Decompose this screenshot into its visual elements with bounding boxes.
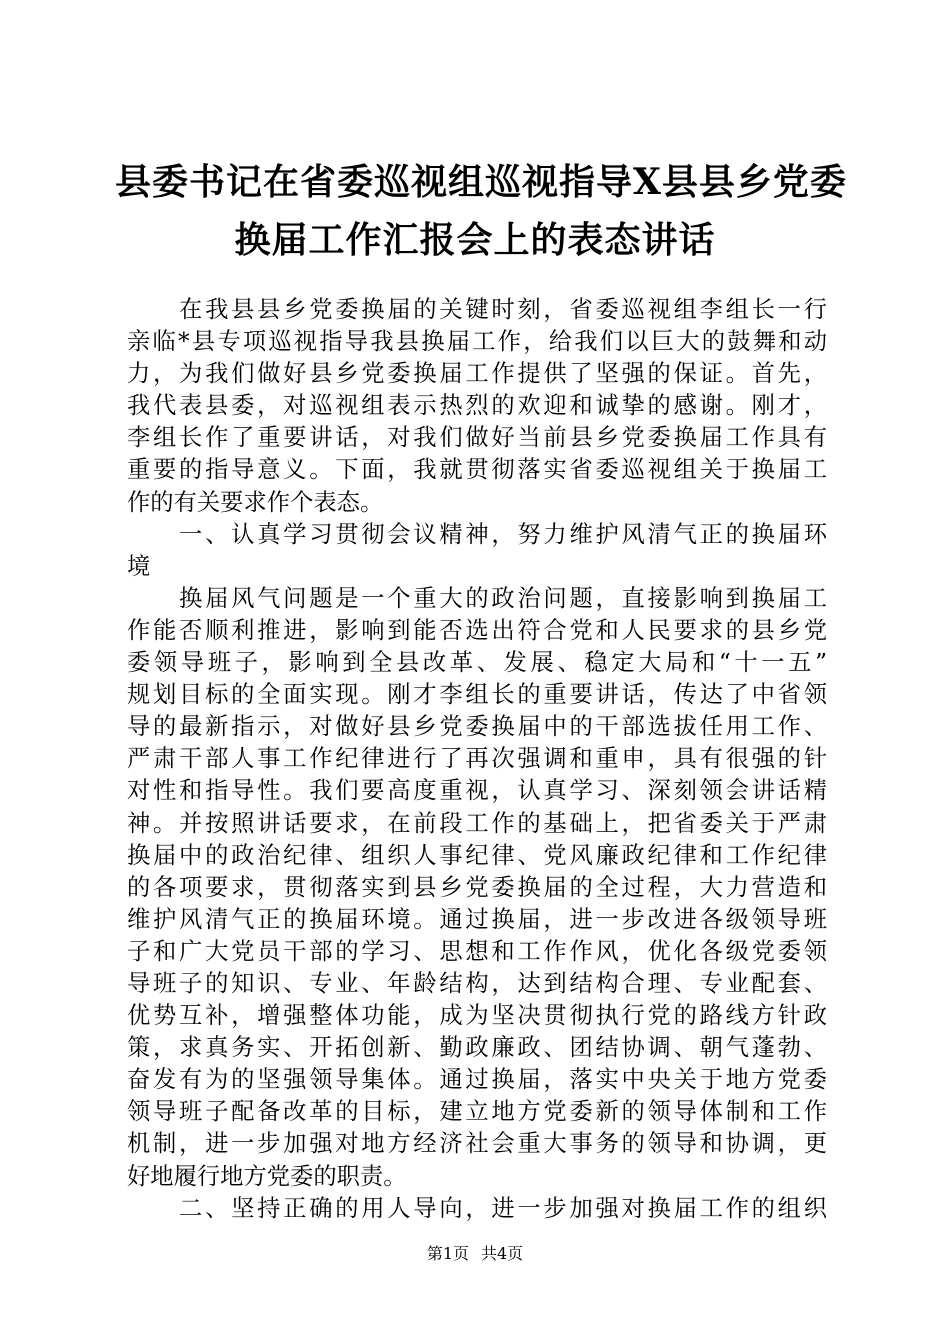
body-line: 机制，进一步加强对地方经济社会重大事务的领导和协调，更 [127,1130,827,1158]
body-line: 李组长作了重要讲话，对我们做好当前县乡党委换届工作具有 [127,424,827,452]
body-line: 对性和指导性。我们要高度重视，认真学习、深刻领会讲话精 [127,777,827,805]
body-line: 重要的指导意义。下面，我就贯彻落实省委巡视组关于换届工 [127,456,827,484]
body-line: 维护风清气正的换届环境。通过换届，进一步改进各级领导班 [127,905,827,933]
body-line: 奋发有为的坚强领导集体。通过换届，落实中央关于地方党委 [127,1066,827,1094]
body-line: 导的最新指示，对做好县乡党委换届中的干部选拔任用工作、 [127,713,827,741]
body-line: 我代表县委，对巡视组表示热烈的欢迎和诚挚的感谢。刚才， [127,392,827,420]
body-line: 策，求真务实、开拓创新、勤政廉政、团结协调、朝气蓬勃、 [127,1034,827,1062]
body-line: 亲临*县专项巡视指导我县换届工作，给我们以巨大的鼓舞和动 [127,328,827,356]
page-footer [0,1244,950,1264]
body-line: 子和广大党员干部的学习、思想和工作作风，优化各级党委领 [127,937,827,965]
page-number: 第1页 [426,1244,469,1263]
body-line: 作的有关要求作个表态。 [127,488,384,516]
body-line: 严肃干部人事工作纪律进行了再次强调和重申，具有很强的针 [127,745,827,773]
body-line: 力，为我们做好县乡党委换届工作提供了坚强的保证。首先， [127,360,827,388]
body-line: 境 [127,552,151,580]
body-line: 规划目标的全面实现。刚才李组长的重要讲话，传达了中省领 [127,681,827,709]
document-title-line-1: 县委书记在省委巡视组巡视指导X县县乡党委 [115,161,847,203]
body-line: 换届风气问题是一个重大的政治问题，直接影响到换届工 [127,584,827,612]
body-line: 好地履行地方党委的职责。 [127,1162,407,1190]
body-line: 领导班子配备改革的目标，建立地方党委新的领导体制和工作 [127,1098,827,1126]
body-line: 的各项要求，贯彻落实到县乡党委换届的全过程，大力营造和 [127,873,827,901]
body-line: 在我县县乡党委换届的关键时刻，省委巡视组李组长一行 [127,296,827,323]
body-line: 优势互补，增强整体功能，成为坚决贯彻执行党的路线方针政 [127,1002,827,1030]
document-title-line-2: 换届工作汇报会上的表态讲话 [234,219,716,261]
body-line: 作能否顺利推进，影响到能否选出符合党和人民要求的县乡党 [127,616,827,644]
body-line: 二、坚持正确的用人导向，进一步加强对换届工作的组织 [127,1194,827,1222]
body-line: 一、认真学习贯彻会议精神，努力维护风清气正的换届环 [127,520,827,548]
body-line: 换届中的政治纪律、组织人事纪律、党风廉政纪律和工作纪律 [127,841,827,869]
body-line: 委领导班子，影响到全县改革、发展、稳定大局和“十一五” [127,649,827,677]
body-line: 神。并按照讲话要求，在前段工作的基础上，把省委关于严肃 [127,809,827,837]
document-body [127,294,827,1225]
body-line: 导班子的知识、专业、年龄结构，达到结构合理、专业配套、 [127,969,827,997]
page-total: 共4页 [481,1244,524,1263]
